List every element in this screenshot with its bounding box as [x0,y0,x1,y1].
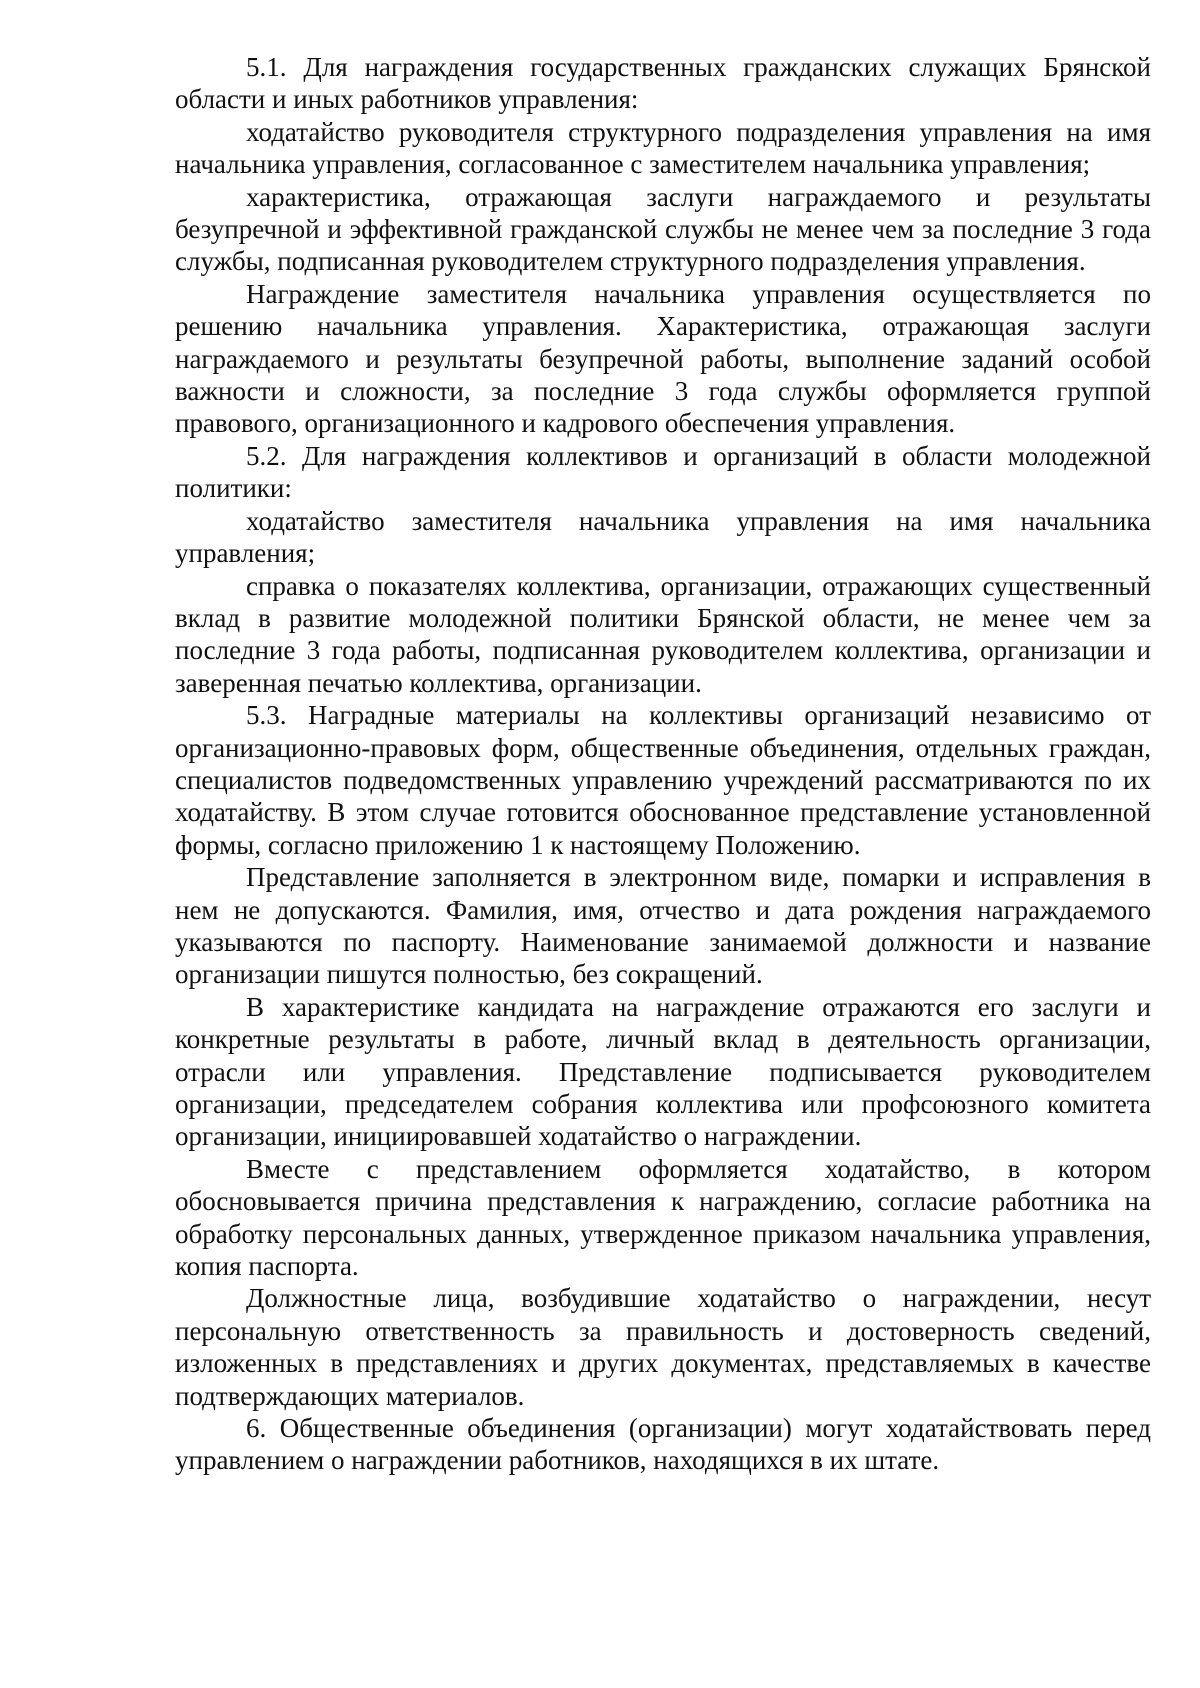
paragraph-5-3: 5.3. Наградные материалы на коллективы организаций независимо от организационно-правовых форм, общественные объединения, отдельных граждан, специалистов подведомственных управлению учреждений рассматриваются по их ходатайству. В этом случае готовится обоснованное представление установленной формы, согласно приложению 1 к настоящему Положению. [175,700,1151,860]
paragraph-reference: справка о показателях коллектива, организации, отражающих существенный вклад в развитие молодежной политики Брянской области, не менее чем за последние 3 года работы, подписанная руководителем коллектива, организации и заверенная печатью коллектива, организации. [175,570,1151,698]
paragraph-deputy-award: Награждение заместителя начальника управления осуществляется по решению начальника управления. Характеристика, отражающая заслуги награждаемого и результаты безупречной работы, выполнение заданий особой важности и сложности, за последние 3 года службы оформляется группой правового, организационного и кадрового обеспечения управления. [175,278,1151,439]
paragraph-petition-deputy: ходатайство заместителя начальника управления на имя начальника управления; [175,505,1151,569]
paragraph-6: 6. Общественные объединения (организации) могут ходатайствовать перед управлением о награждении работников, находящихся в их штате. [175,1413,1151,1476]
paragraph-responsibility: Должностные лица, возбудившие ходатайство о награждении, несут персональную ответственность за правильность и достоверность сведений, изложенных в представлениях и других документах, представляемых в качестве подтверждающих материалов. [175,1283,1151,1411]
paragraph-5-2: 5.2. Для награждения коллективов и организаций в области молодежной политики: [175,440,1151,504]
paragraph-electronic-form: Представление заполняется в электронном виде, помарки и исправления в нем не допускаются. Фамилия, имя, отчество и дата рождения награждаемого указываются по паспорту. Наименование занимаемой должности и название организации пишутся полностью, без сокращений. [175,862,1151,990]
document-page [175,51,1151,1477]
paragraph-characteristic: характеристика, отражающая заслуги награждаемого и результаты безупречной и эффективной гражданской службы не менее чем за последние 3 года службы, подписанная руководителем структурного подразделения управления. [175,181,1151,277]
paragraph-5-1: 5.1. Для награждения государственных гражданских служащих Брянской области и иных работников управления: [175,52,1151,115]
paragraph-together-with: Вместе с представлением оформляется ходатайство, в котором обосновывается причина представления к награждению, согласие работника на обработку персональных данных, утвержденное приказом начальника управления, копия паспорта. [175,1153,1151,1282]
paragraph-candidate-characteristic: В характеристике кандидата на награждение отражаются его заслуги и конкретные результаты в работе, личный вклад в деятельность организации, отрасли или управления. Представление подписывается руководителем организации, председателем собрания коллектива или профсоюзного комитета организации, инициировавшей ходатайство о награждении. [175,991,1151,1152]
paragraph-petition-head: ходатайство руководителя структурного подразделения управления на имя начальника управления, согласованное с заместителем начальника управления; [175,116,1151,180]
